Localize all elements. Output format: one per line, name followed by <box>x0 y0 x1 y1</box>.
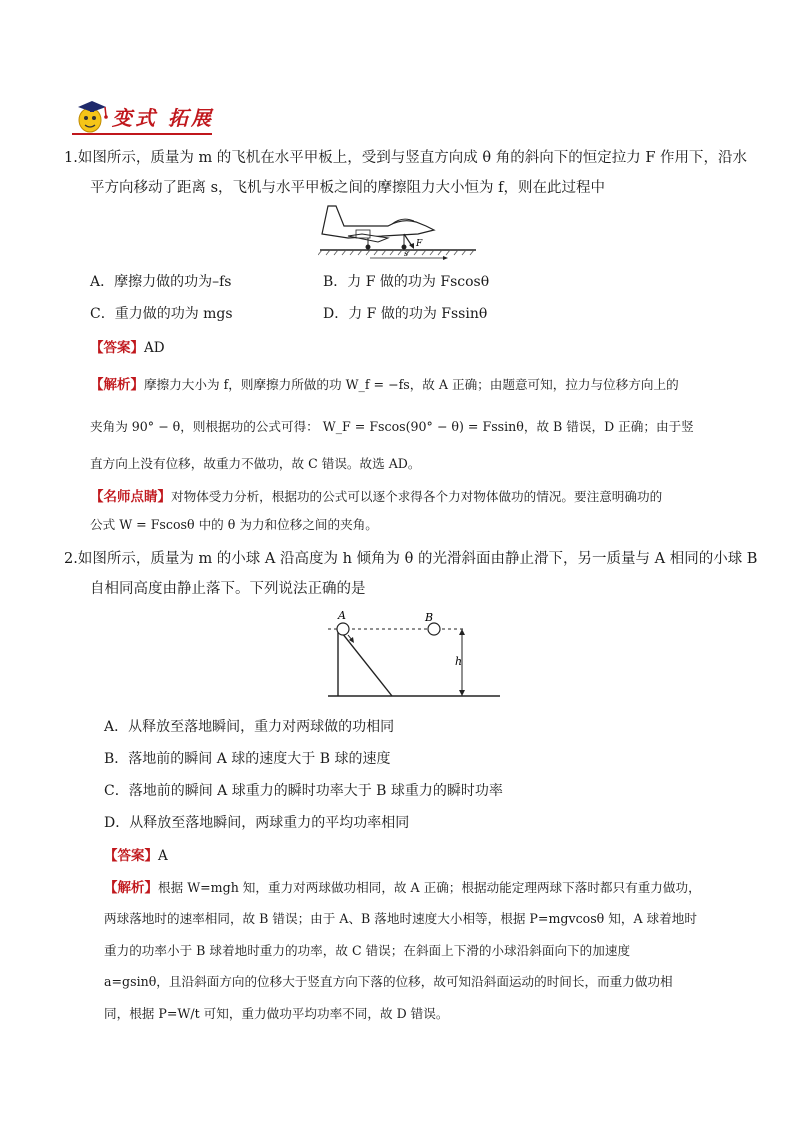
q2-stem-line1: 2.如图所示，质量为 m 的小球 A 沿高度为 h 倾角为 θ 的光滑斜面由静止滑下，另一质量与 A 相同的小球 B <box>64 551 758 567</box>
q1-tip-line2: 公式 W = Fscosθ 中的 θ 为力和位移之间的夹角。 <box>90 517 378 532</box>
section-header <box>72 96 272 136</box>
q1-option-c: C．重力做的功为 mgs <box>90 306 233 322</box>
q2-option-a: A．从释放至落地瞬间，重力对两球做的功相同 <box>104 719 395 735</box>
q2-answer <box>104 844 168 864</box>
q1-analysis-line1: 【解析】摩擦力大小为 f，则摩擦力所做的功 W_f = −fs，故 A 正确；由题意可知，拉力与位移方向上的 <box>90 377 679 393</box>
q2-analysis-line3: 重力的功率小于 B 球着地时重力的功率，故 C 错误；在斜面上下滑的小球沿斜面向下的加速度 <box>104 943 631 958</box>
q1-option-a: A．摩擦力做的功为–fs <box>90 274 232 290</box>
q2-analysis-line4: a=gsinθ，且沿斜面方向的位移大于竖直方向下落的位移，故可知沿斜面运动的时间长，而重力做功相 <box>104 974 673 989</box>
q2-option-c: C．落地前的瞬间 A 球重力的瞬时功率大于 B 球重力的瞬时功率 <box>104 783 503 799</box>
q2-ball-b-label: B <box>425 611 434 624</box>
q2-analysis-line2: 两球落地时的速率相同，故 B 错误；由于 A、B 落地时速度大小相等，根据 P=mgvcosθ 知，A 球着地时 <box>104 911 697 926</box>
q2-answer-tag: 【答案】 <box>104 848 158 864</box>
q1-airplane-figure <box>318 200 478 262</box>
header-underline <box>72 133 212 135</box>
q1-distance-label: s <box>404 249 409 258</box>
q1-analysis-line3: 直方向上没有位移，故重力不做功，故 C 错误。故选 AD。 <box>90 456 421 471</box>
q1-answer-value: AD <box>144 340 165 356</box>
q2-number: 2. <box>64 551 78 567</box>
q2-analysis-line1: 【解析】根据 W=mgh 知，重力对两球做功相同，故 A 正确；根据动能定理两球下落时都只有重力做功， <box>104 880 701 896</box>
q1-stem-line1: 1.如图所示，质量为 m 的飞机在水平甲板上，受到与竖直方向成 θ 角的斜向下的恒定拉力 F 作用下，沿水 <box>64 150 748 166</box>
q2-analysis-tag: 【解析】 <box>104 880 158 896</box>
q1-analysis-line2: 夹角为 90° − θ，则根据功的公式可得： W_F = Fscos(90° − θ) = Fssinθ，故 B 错误，D 正确；由于竖 <box>90 419 694 434</box>
q2-height-label: h <box>455 655 463 668</box>
q2-answer-value: A <box>158 848 168 864</box>
q2-incline-figure <box>318 605 504 701</box>
q1-stem-line2: 平方向移动了距离 s，飞机与水平甲板之间的摩擦阻力大小恒为 f，则在此过程中 <box>90 180 606 196</box>
section-title: 变式 拓展 <box>112 106 214 130</box>
q2-ball-a-label: A <box>338 609 346 622</box>
q1-answer-tag: 【答案】 <box>90 340 144 356</box>
q1-tip-tag: 【名师点睛】 <box>90 489 171 505</box>
q2-stem-line2: 自相同高度由静止落下。下列说法正确的是 <box>90 581 366 597</box>
q1-option-b: B．力 F 做的功为 Fscosθ <box>323 274 490 290</box>
q2-analysis-line5: 同，根据 P=W/t 可知，重力做功平均功率不同，故 D 错误。 <box>104 1006 449 1021</box>
q1-analysis-tag: 【解析】 <box>90 377 144 393</box>
q1-number: 1. <box>64 150 78 166</box>
q2-option-b: B．落地前的瞬间 A 球的速度大于 B 球的速度 <box>104 751 391 767</box>
q1-force-label: F <box>416 239 423 249</box>
q2-option-d: D．从释放至落地瞬间，两球重力的平均功率相同 <box>104 815 410 831</box>
q1-tip-line1: 【名师点睛】对物体受力分析，根据功的公式可以逐个求得各个力对物体做功的情况。要注意明确功的 <box>90 489 663 505</box>
q1-option-d: D．力 F 做的功为 Fssinθ <box>323 306 488 322</box>
q1-answer <box>90 336 165 356</box>
mascot-icon <box>72 96 112 136</box>
